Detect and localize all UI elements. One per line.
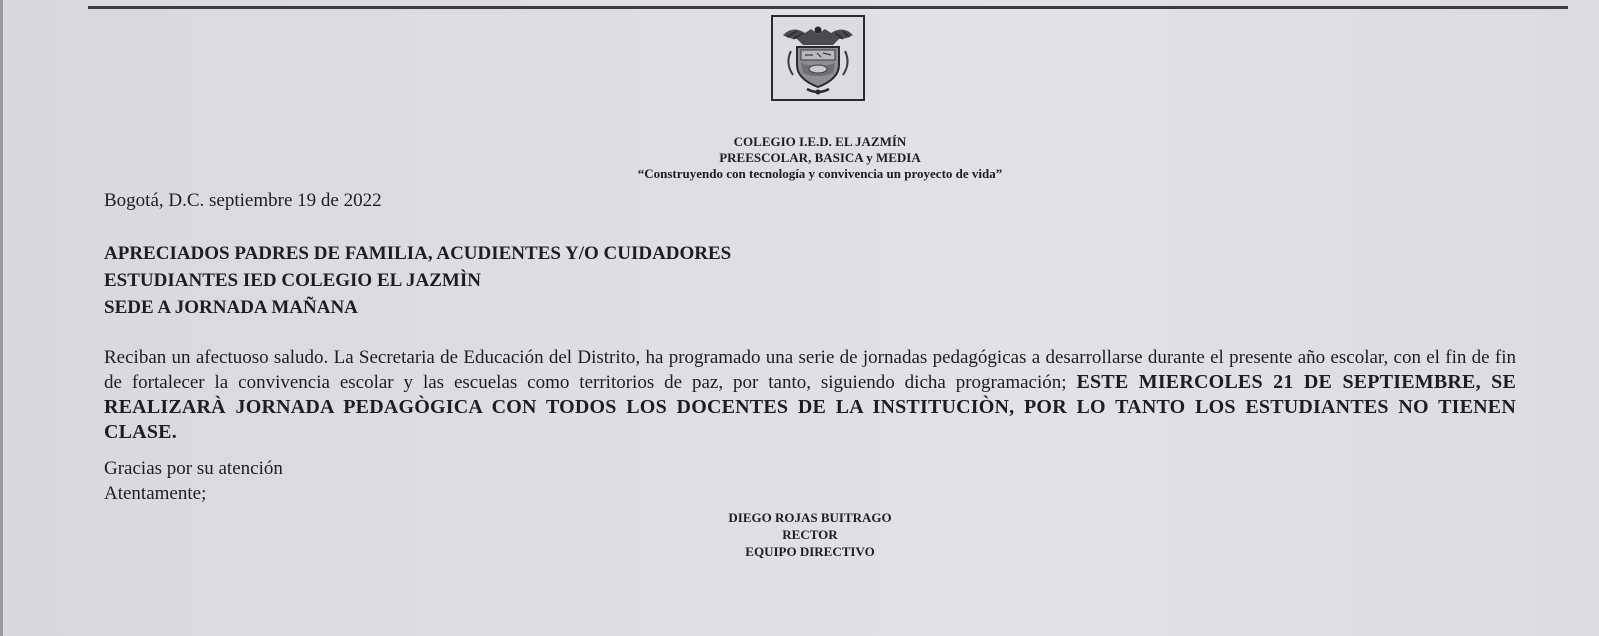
addressee-line: APRECIADOS PADRES DE FAMILIA, ACUDIENTES Y/O CUIDADORES <box>104 243 732 264</box>
signer-title: RECTOR <box>782 527 838 542</box>
addressee-line: ESTUDIANTES IED COLEGIO EL JAZMÌN <box>104 270 481 291</box>
page-edge <box>0 0 3 636</box>
signer-name: DIEGO ROJAS BUITRAGO <box>728 510 892 525</box>
addressee-block <box>104 240 731 321</box>
school-levels: PREESCOLAR, BASICA y MEDIA <box>719 150 921 165</box>
signature-block <box>610 509 1010 560</box>
body-intro: Reciban un afectuoso saludo. La Secretaria de Educación del Distrito, ha programado una serie de jornadas pedagógicas a desarrollarse durante el presente año escolar, con el fin de fin de fortalecer la convivencia escolar y las escuelas como territorios de paz, por tanto, siguiendo dicha programación; <box>104 347 1516 393</box>
body-emphasis: ESTE MIERCOLES 21 DE SEPTIEMBRE, SE REALIZARÀ JORNADA PEDAGÒGICA CON TODOS LOS DOCENTES DE LA INSTITUCIÒN, POR LO TANTO LOS ESTUDIANTES NO TIENEN CLASE. <box>104 371 1517 443</box>
signer-team: EQUIPO DIRECTIVO <box>745 544 875 559</box>
closing-thanks: Gracias por su atención <box>104 458 283 479</box>
addressee-line: SEDE A JORNADA MAÑANA <box>104 297 358 318</box>
top-rule <box>88 6 1568 9</box>
school-name: COLEGIO I.E.D. EL JAZMÍN <box>733 134 907 149</box>
school-header <box>560 134 1080 182</box>
letter-date: Bogotá, D.C. septiembre 19 de 2022 <box>104 190 382 211</box>
crest-emblem-icon <box>773 17 863 99</box>
school-crest <box>771 15 865 101</box>
letter-body <box>104 345 1516 445</box>
school-motto: “Construyendo con tecnología y convivencia un proyecto de vida” <box>637 166 1003 181</box>
closing-regards: Atentamente; <box>104 483 207 504</box>
closing-block <box>104 456 283 506</box>
